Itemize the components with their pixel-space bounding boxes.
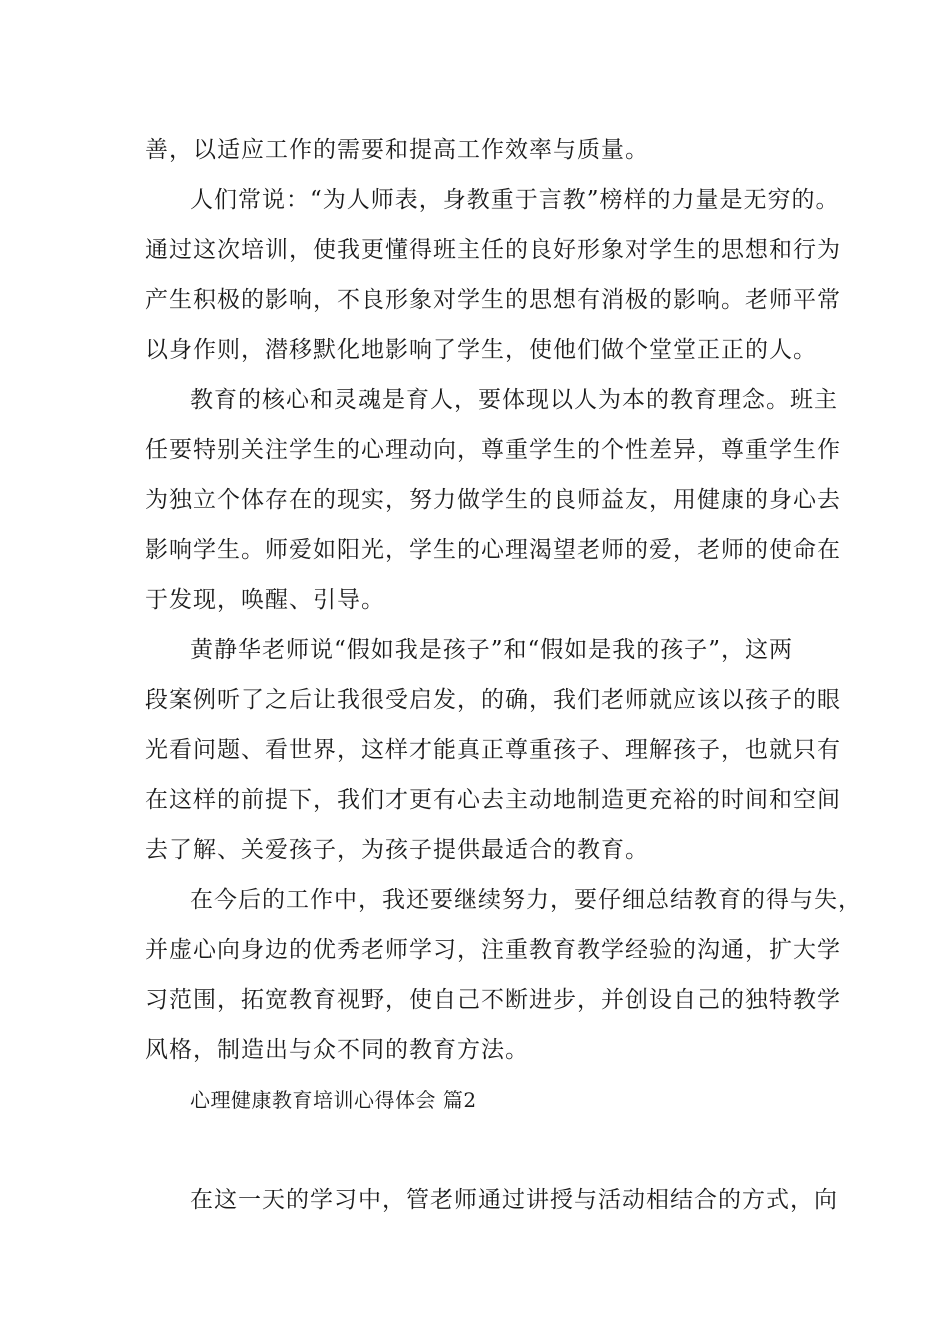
text-line: 段案例听了之后让我很受启发，的确，我们老师就应该以孩子的眼: [145, 687, 841, 713]
paragraph-first-line: 在今后的工作中，我还要继续努力，要仔细总结教育的得与失，: [190, 887, 862, 913]
text-line: 影响学生。师爱如阳光，学生的心理渴望老师的爱，老师的使命在: [145, 537, 841, 563]
text-line: 以身作则，潜移默化地影响了学生，使他们做个堂堂正正的人。: [145, 337, 817, 363]
paragraph-first-line: 黄静华老师说“假如我是孩子”和“假如是我的孩子”，这两: [190, 637, 794, 663]
text-line: 于发现，唤醒、引导。: [145, 587, 385, 613]
text-line: 善，以适应工作的需要和提高工作效率与质量。: [145, 137, 649, 163]
text-line: 风格，制造出与众不同的教育方法。: [145, 1037, 529, 1063]
text-line: 任要特别关注学生的心理动向，尊重学生的个性差异，尊重学生作: [145, 437, 841, 463]
text-line: 并虚心向身边的优秀老师学习，注重教育教学经验的沟通，扩大学: [145, 937, 841, 963]
paragraph-first-line: 人们常说：“为人师表，身教重于言教”榜样的力量是无穷的。: [190, 187, 840, 213]
text-line: 为独立个体存在的现实，努力做学生的良师益友，用健康的身心去: [145, 487, 841, 513]
text-line: 习范围，拓宽教育视野，使自己不断进步，并创设自己的独特教学: [145, 987, 841, 1013]
text-line: 产生积极的影响，不良形象对学生的思想有消极的影响。老师平常: [145, 287, 841, 313]
text-line: 光看问题、看世界，这样才能真正尊重孩子、理解孩子，也就只有: [145, 737, 841, 763]
section-heading: 心理健康教育培训心得体会 篇2: [190, 1088, 477, 1112]
text-line: 去了解、关爱孩子，为孩子提供最适合的教育。: [145, 837, 649, 863]
paragraph-first-line: 在这一天的学习中，管老师通过讲授与活动相结合的方式，向: [190, 1187, 838, 1213]
text-line: 通过这次培训，使我更懂得班主任的良好形象对学生的思想和行为: [145, 237, 841, 263]
text-line: 在这样的前提下，我们才更有心去主动地制造更充裕的时间和空间: [145, 787, 841, 813]
paragraph-first-line: 教育的核心和灵魂是育人，要体现以人为本的教育理念。班主: [190, 387, 838, 413]
